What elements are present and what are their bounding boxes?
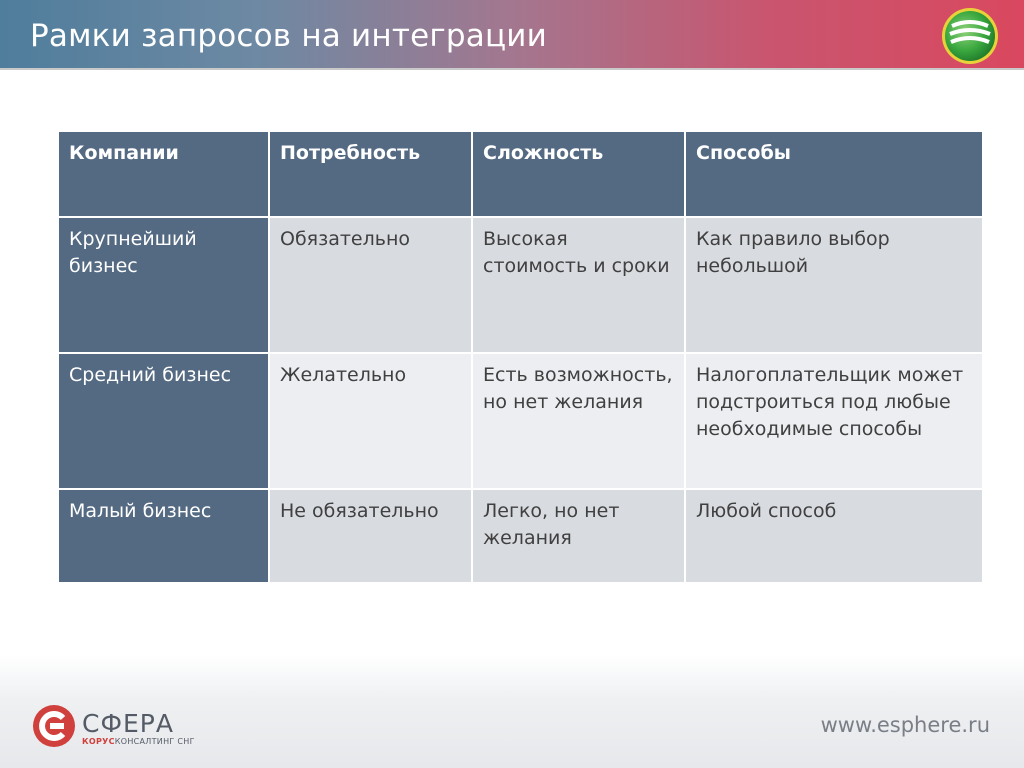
table-row [58,217,983,353]
row-need: Не обязательно [269,489,472,583]
website-link[interactable]: www.esphere.ru [820,713,990,737]
slide-title: Рамки запросов на интеграции [30,18,547,54]
row-complexity: Есть возможность, но нет желания [472,353,685,489]
sfera-subtitle [82,737,195,746]
header-companies: Компании [58,131,269,217]
table-row [58,353,983,489]
sberbank-logo-icon [940,6,1000,66]
sfera-sub-bold: КОРУС [82,737,115,746]
row-methods: Налогоплательщик может подстроиться под любые необходимые способы [685,353,983,489]
header-need: Потребность [269,131,472,217]
header-complexity: Сложность [472,131,685,217]
integration-table [57,130,982,584]
table-row [58,489,983,583]
row-complexity: Высокая стоимость и сроки [472,217,685,353]
row-need: Желательно [269,353,472,489]
slide-header [0,0,1024,70]
sfera-brand: СФЕРА [82,709,174,738]
sfera-logo-icon [32,704,76,748]
row-company: Крупнейший бизнес [58,217,269,353]
row-complexity: Легко, но нет желания [472,489,685,583]
row-company: Малый бизнес [58,489,269,583]
table-header-row [58,131,983,217]
sfera-sub-rest: КОНСАЛТИНГ СНГ [114,737,195,746]
row-methods: Как правило выбор небольшой [685,217,983,353]
row-methods: Любой способ [685,489,983,583]
header-methods: Способы [685,131,983,217]
row-need: Обязательно [269,217,472,353]
row-company: Средний бизнес [58,353,269,489]
